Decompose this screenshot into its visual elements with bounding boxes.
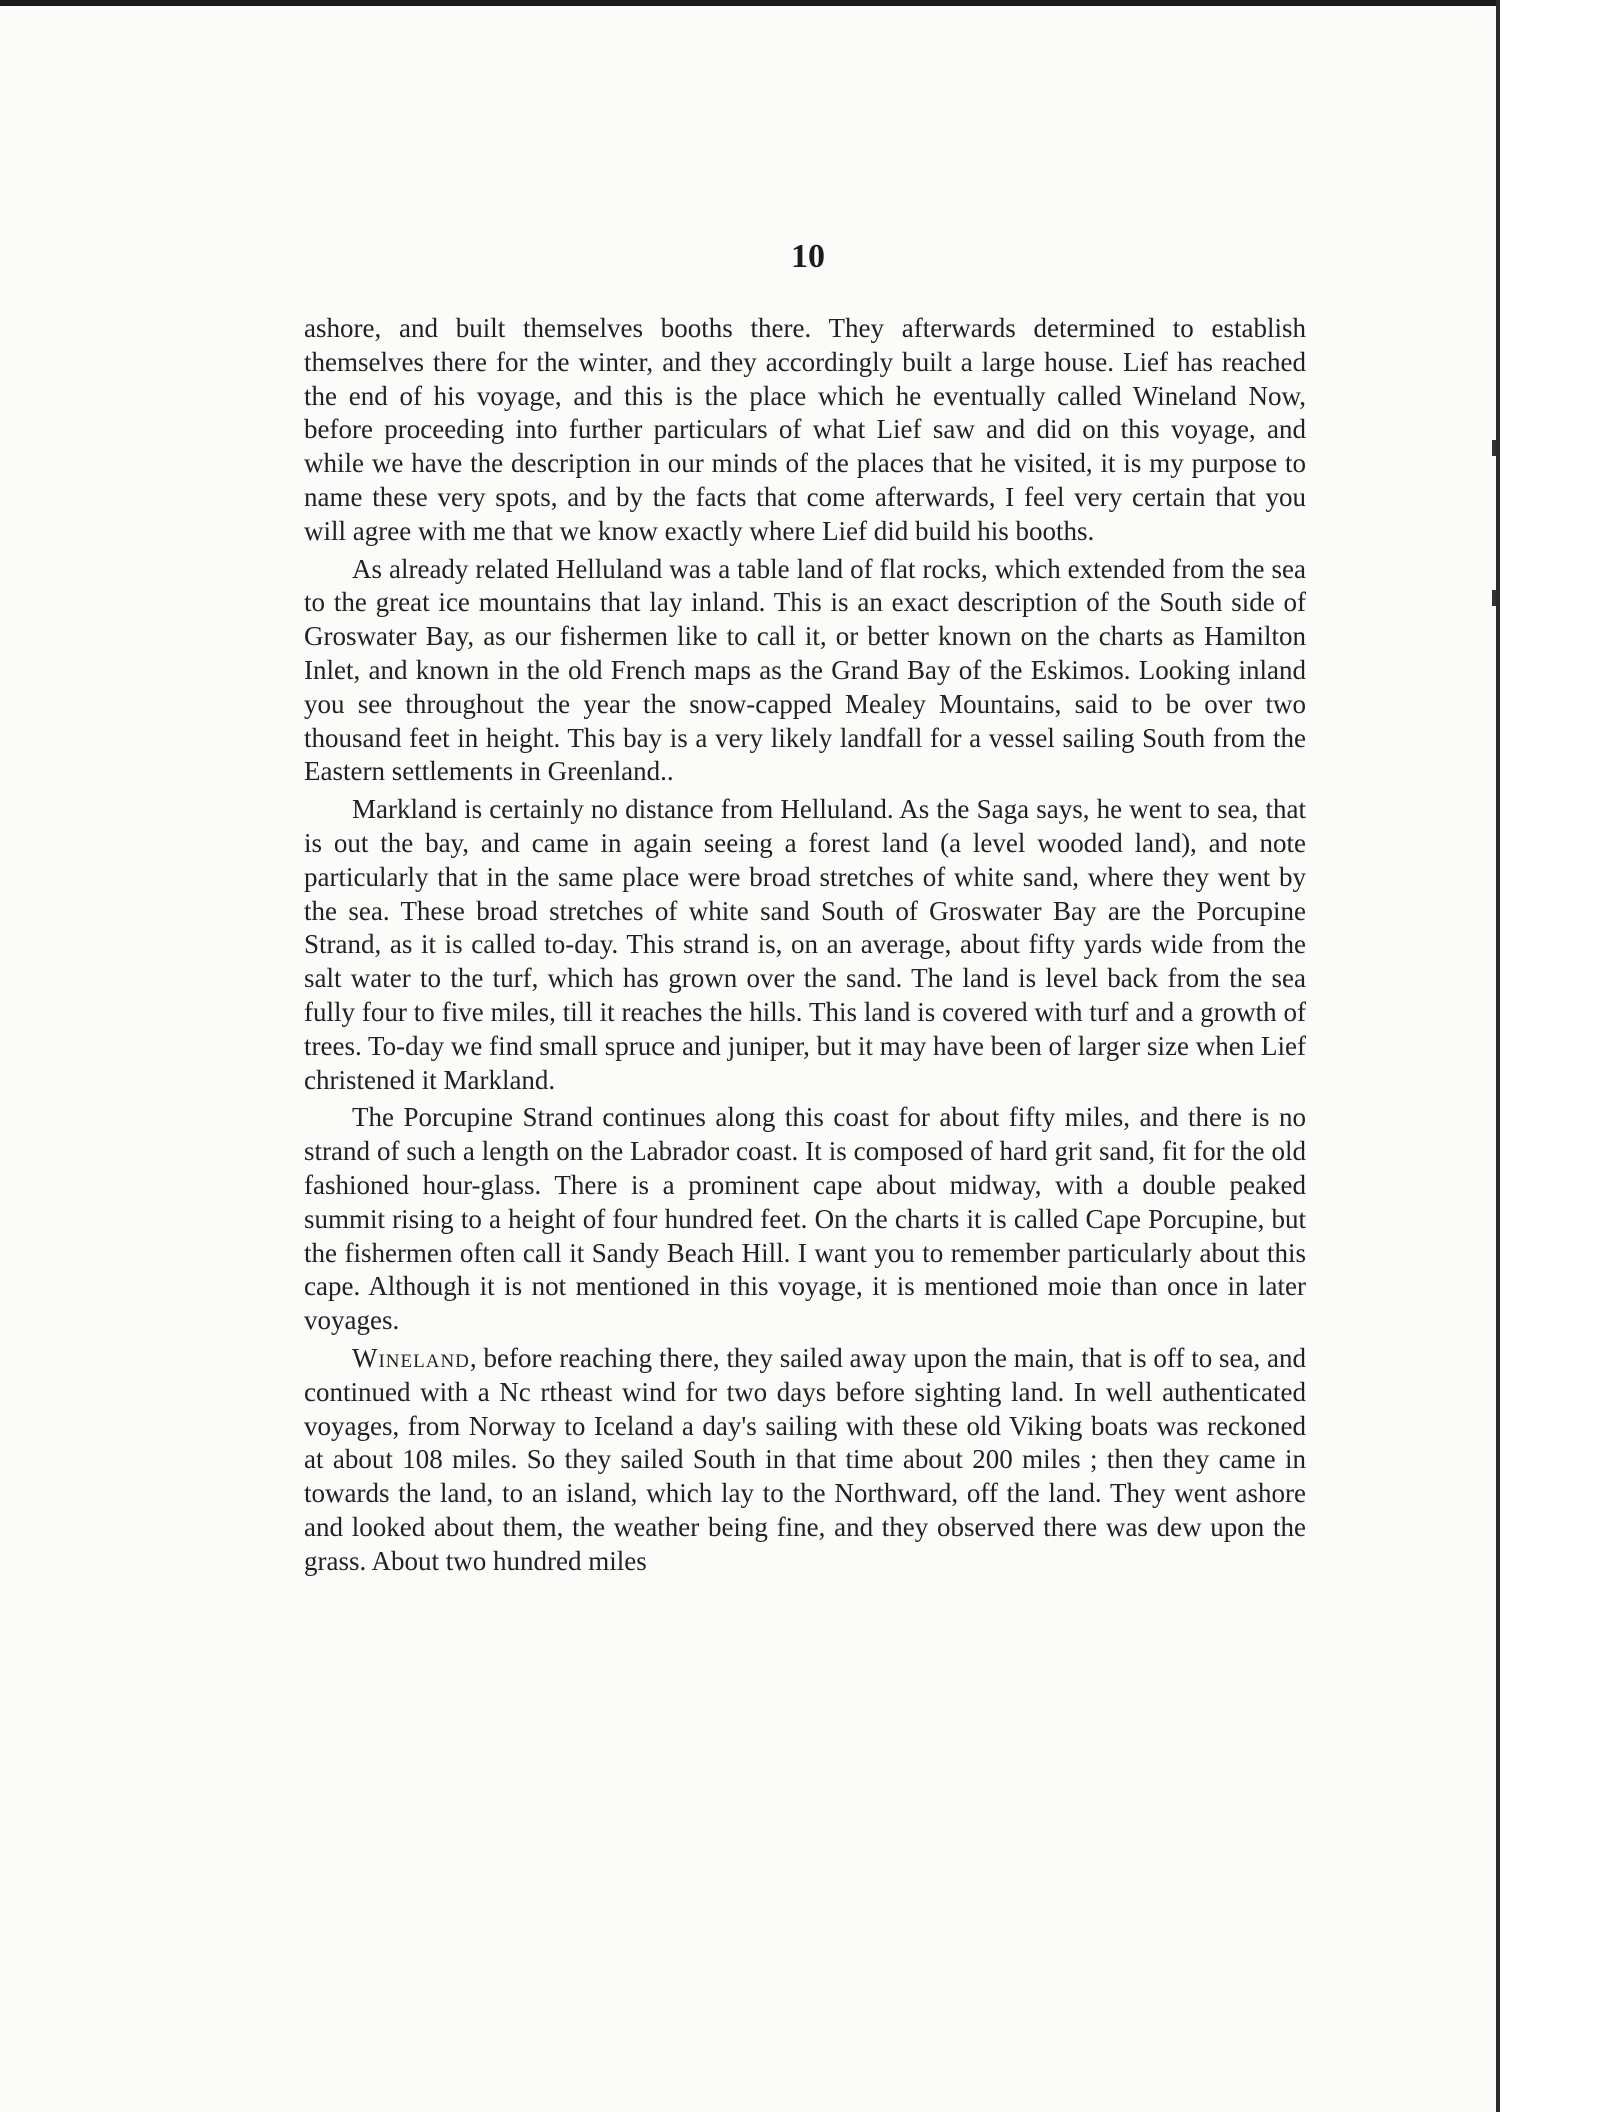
paragraph: The Porcupine Strand continues along this coast for about fifty miles, and there is no strand of such a length on the Labrador coast. It is composed of hard grit sand, fit for the old fashioned hour-glass. There is a prominent cape about midway, with a double peaked summit rising to a height of four hundred feet. On the charts it is called Cape Porcupine, but the fishermen often call it Sandy Beach Hill. I want you to remember particularly about this cape. Although it is not mentioned in this voyage, it is mentioned moie than once in later voyages. [304,1102,1306,1336]
page-number: 10 [791,238,825,275]
gutter-mark [1492,590,1496,606]
paragraph-rest: , before reaching there, they sailed away upon the main, that is off to sea, and continued with a Nc rtheast wind for two days before sighting land. In well authenticated voyages, from Norway to Iceland a day's sailing with these old Viking boats was reckoned at about 108 miles. So they sailed South in that time about 200 miles ; then they came in towards the land, to an island, which lay to the Northward, off the land. They went ashore and looked about them, the weather being fine, and they observed there was dew upon the grass. About two hundred miles [304,1342,1306,1576]
paragraph: Markland is certainly no distance from Helluland. As the Saga says, he went to sea, that is out the bay, and came in again seeing a forest land (a level wooded land), and note particularly that in the same place were broad stretches of white sand, where they went by the sea. These broad stretches of white sand South of Groswater Bay are the Porcupine Strand, as it is called to-day. This strand is, on an average, about fifty yards wide from the salt water to the turf, which has grown over the sand. The land is level back from the sea fully four to five miles, till it reaches the hills. This land is covered with turf and a growth of trees. To-day we find small spruce and juniper, but it may have been of larger size when Lief christened it Markland. [304,794,1306,1095]
paragraph-lead-word: Wineland [352,1342,470,1373]
gutter-mark [1492,440,1496,456]
page-right-margin [1500,0,1616,2112]
paragraph: ashore, and built themselves booths there. They afterwards determined to establish themselves there for the winter, and they accordingly built a large house. Lief has reached the end of his voyage, and this is the place which he eventually called Wineland Now, before proceeding into further particulars of what Lief saw and did on this voyage, and while we have the description in our minds of the places that he visited, it is my purpose to name these very spots, and by the facts that come afterwards, I feel very certain that you will agree with me that we know exactly where Lief did build his booths. [304,313,1306,546]
paragraph [304,1342,1306,1579]
body-text [304,312,1306,1578]
paragraph: As already related Helluland was a table land of flat rocks, which extended from the sea to the great ice mountains that lay inland. This is an exact description of the South side of Groswater Bay, as our fishermen like to call it, or better known on the charts as Hamilton Inlet, and known in the old French maps as the Grand Bay of the Eskimos. Looking inland you see throughout the year the snow-capped Mealey Mountains, said to be over two thousand feet in height. This bay is a very likely landfall for a vessel sailing South from the Eastern settlements in Greenland.. [304,553,1306,787]
page-top-edge [0,0,1500,6]
